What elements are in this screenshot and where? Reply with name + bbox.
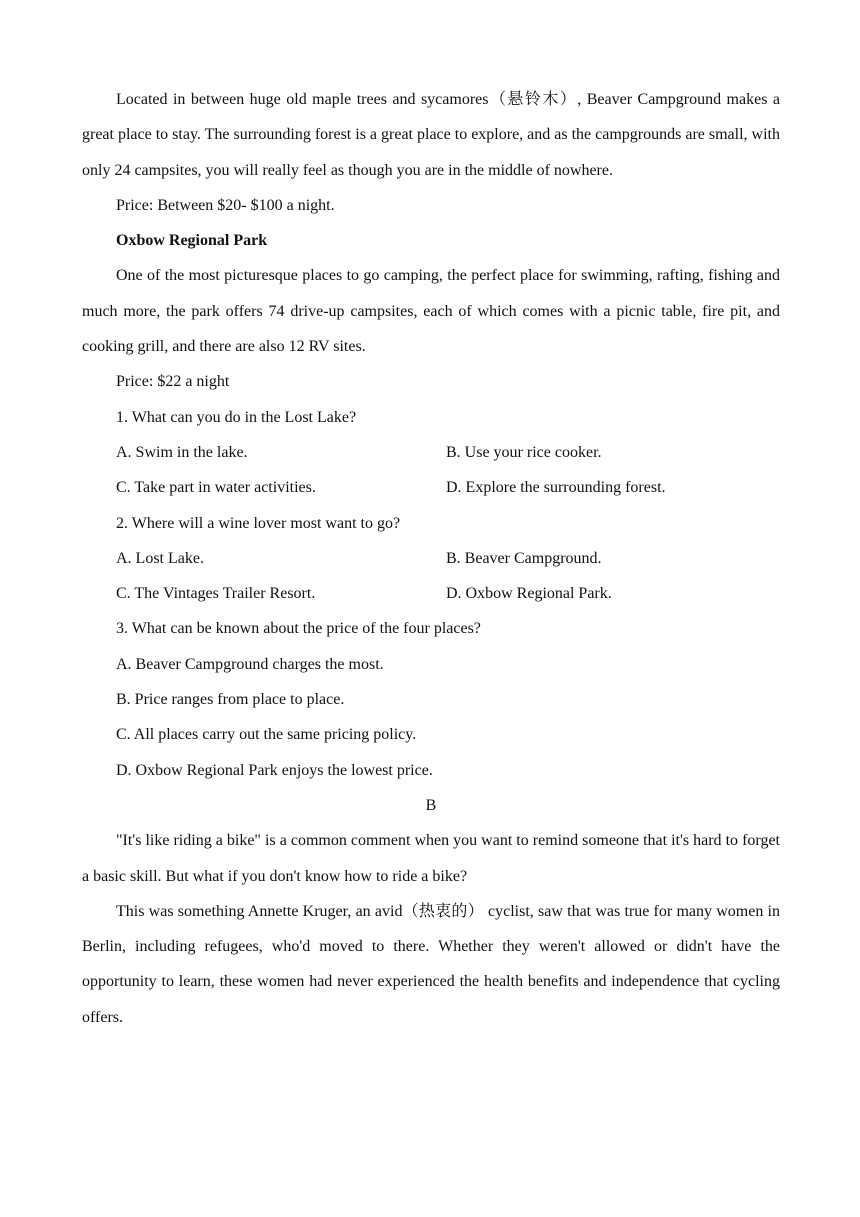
beaver-description: Located in between huge old maple trees and sycamores（悬铃木）, Beaver Campground makes a great place to stay. The surrounding forest is a great place to explore, and as the campgrounds are small, with only 24 campsites, you will really feel as though you are in the middle of nowhere. — [82, 91, 780, 179]
question-3-option-b: B. Price ranges from place to place. — [116, 691, 345, 709]
question-2-options-row-2 — [82, 576, 780, 611]
question-3-option-a: A. Beaver Campground charges the most. — [116, 655, 384, 673]
question-2-options-row-1 — [82, 541, 780, 576]
question-2-option-c: C. The Vintages Trailer Resort. — [116, 585, 316, 603]
question-1-options-row-1 — [82, 435, 780, 470]
oxbow-description: One of the most picturesque places to go camping, the perfect place for swimming, rafting, fishing and much more, the park offers 74 drive-up campsites, each of which comes with a picnic table, fire pit, and cooking grill, and there are also 12 RV sites. — [82, 267, 780, 356]
section-b-paragraph-1: "It's like riding a bike" is a common comment when you want to remind someone that it's hard to forget a basic skill. But what if you don't know how to ride a bike? — [82, 832, 780, 885]
question-1-options-row-2 — [82, 470, 780, 505]
question-2-option-b: B. Beaver Campground. — [446, 549, 602, 567]
question-2-option-d: D. Oxbow Regional Park. — [446, 585, 612, 603]
question-3-stem: 3. What can be known about the price of the four places? — [116, 620, 481, 638]
question-1-option-c: C. Take part in water activities. — [116, 479, 316, 497]
question-1-option-d: D. Explore the surrounding forest. — [446, 479, 666, 497]
question-2-option-a: A. Lost Lake. — [116, 549, 204, 567]
oxbow-price: Price: $22 a night — [116, 373, 230, 391]
question-2-stem: 2. Where will a wine lover most want to go? — [116, 514, 401, 532]
question-1-option-b: B. Use your rice cooker. — [446, 443, 602, 461]
question-1-option-a: A. Swim in the lake. — [116, 443, 248, 461]
section-b-label: B — [425, 796, 437, 814]
question-3-option-c: C. All places carry out the same pricing policy. — [116, 726, 417, 744]
beaver-price: Price: Between $20- $100 a night. — [116, 196, 335, 214]
oxbow-heading: Oxbow Regional Park — [116, 232, 268, 250]
question-3-option-d: D. Oxbow Regional Park enjoys the lowest price. — [116, 761, 433, 779]
document-page — [82, 82, 780, 1035]
question-1-stem: 1. What can you do in the Lost Lake? — [116, 408, 357, 426]
section-b-paragraph-2: This was something Annette Kruger, an avid（热衷的） cyclist, saw that was true for many women in Berlin, including refugees, who'd moved to there. Whether they weren't allowed or didn't have the opportunity to learn, these women had never experienced the health benefits and independence that cycling offers. — [82, 902, 780, 1026]
